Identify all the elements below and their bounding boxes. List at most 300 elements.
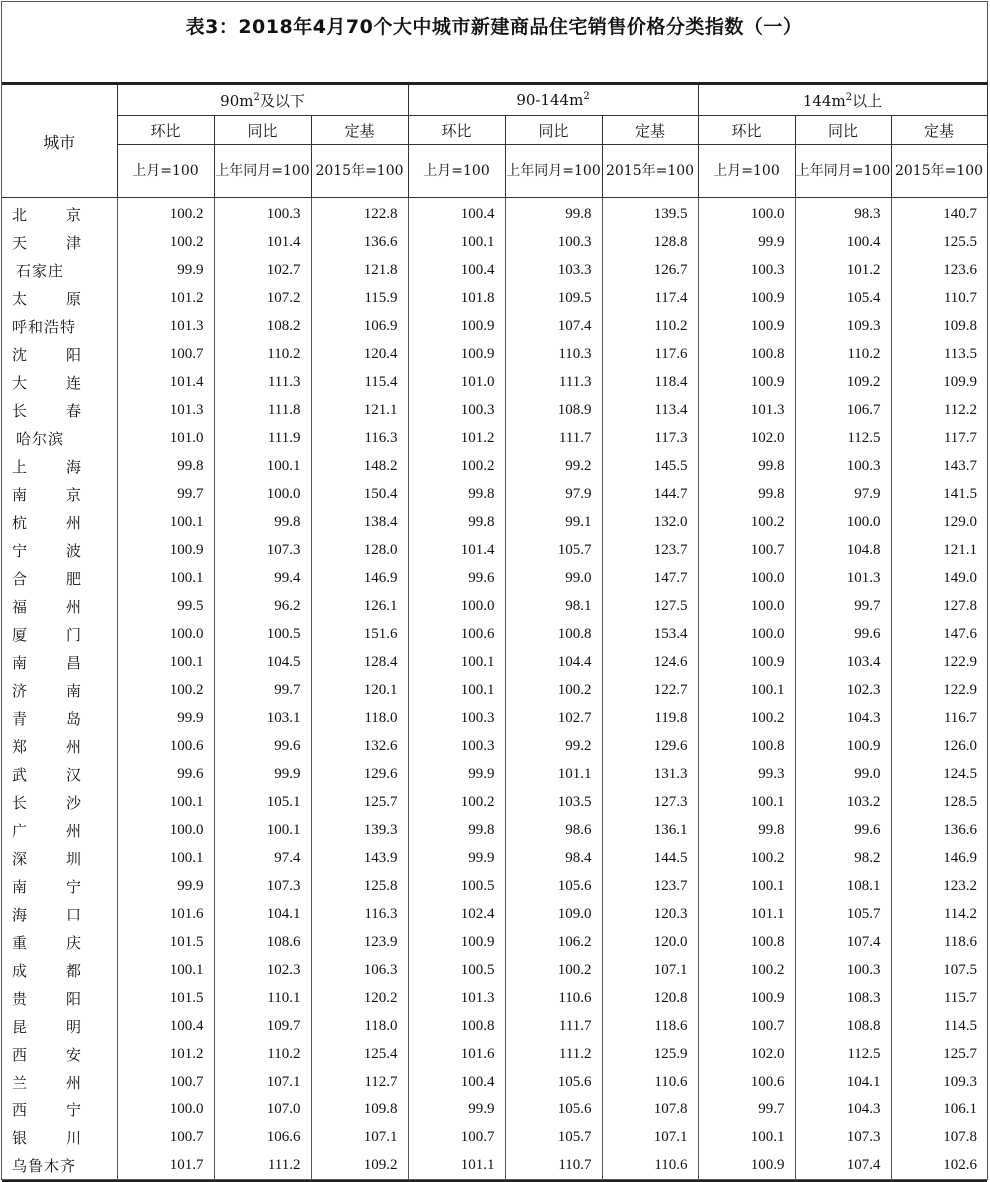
index-value-cell: 125.4	[311, 1040, 408, 1068]
index-value-cell: 100.1	[698, 1124, 795, 1152]
index-value-cell: 100.1	[117, 565, 214, 593]
subheader-mom: 环比	[117, 116, 214, 145]
city-name-char: 昆	[12, 1017, 29, 1036]
index-value-cell: 136.6	[891, 816, 987, 844]
table-row	[2, 788, 987, 816]
subheader-fixed: 定基	[602, 116, 698, 145]
index-value-cell: 101.4	[408, 537, 505, 565]
city-name	[12, 820, 82, 841]
city-name	[12, 680, 82, 701]
index-value-cell: 101.6	[408, 1040, 505, 1068]
index-value-cell: 121.1	[891, 537, 987, 565]
city-cell	[2, 704, 117, 732]
index-value-cell: 100.9	[117, 537, 214, 565]
index-value-cell: 99.9	[214, 760, 311, 788]
index-value-cell: 118.4	[602, 369, 698, 397]
city-cell	[2, 900, 117, 928]
index-value-cell: 99.8	[698, 816, 795, 844]
index-value-cell: 101.4	[117, 369, 214, 397]
table-row	[2, 900, 987, 928]
index-value-cell: 139.5	[602, 198, 698, 229]
table-row	[2, 732, 987, 760]
city-cell	[2, 229, 117, 257]
city-name-char: 济	[12, 681, 29, 700]
index-value-cell: 100.1	[214, 453, 311, 481]
index-value-cell: 122.7	[602, 676, 698, 704]
base-label-fixed: 2015年=100	[602, 145, 698, 198]
index-value-cell: 100.1	[408, 649, 505, 677]
index-value-cell: 100.9	[408, 313, 505, 341]
index-value-cell: 100.1	[698, 676, 795, 704]
index-value-cell: 100.6	[698, 1068, 795, 1096]
index-value-cell: 105.6	[505, 1068, 602, 1096]
city-name-char: 京	[65, 206, 82, 225]
city-name-char: 南	[12, 486, 29, 505]
index-value-cell: 124.6	[602, 649, 698, 677]
index-value-cell: 100.9	[698, 285, 795, 313]
index-value-cell: 109.5	[505, 285, 602, 313]
city-cell	[2, 788, 117, 816]
table-body	[2, 198, 987, 1181]
index-value-cell: 143.7	[891, 453, 987, 481]
index-value-cell: 107.0	[214, 1096, 311, 1124]
index-value-cell: 98.6	[505, 816, 602, 844]
index-value-cell: 122.9	[891, 649, 987, 677]
index-value-cell: 115.4	[311, 369, 408, 397]
index-value-cell: 99.4	[214, 565, 311, 593]
index-value-cell: 109.8	[891, 313, 987, 341]
city-name-char: 津	[65, 234, 82, 253]
index-value-cell: 114.5	[891, 1012, 987, 1040]
city-name-char: 京	[65, 486, 82, 505]
city-name	[12, 596, 82, 617]
city-cell	[2, 198, 117, 229]
index-value-cell: 100.2	[408, 788, 505, 816]
index-value-cell: 112.7	[311, 1068, 408, 1096]
index-value-cell: 104.8	[795, 537, 891, 565]
index-value-cell: 99.7	[698, 1096, 795, 1124]
city-name	[12, 932, 82, 953]
index-value-cell: 101.6	[117, 900, 214, 928]
city-name-char: 口	[65, 905, 82, 924]
index-value-cell: 108.2	[214, 313, 311, 341]
index-value-cell: 100.3	[214, 198, 311, 229]
index-value-cell: 102.7	[505, 704, 602, 732]
index-value-cell: 99.8	[117, 453, 214, 481]
index-value-cell: 105.7	[505, 1124, 602, 1152]
index-value-cell: 107.1	[214, 1068, 311, 1096]
index-value-cell: 101.8	[408, 285, 505, 313]
index-value-cell: 101.1	[698, 900, 795, 928]
index-value-cell: 100.3	[795, 956, 891, 984]
city-name-char: 青	[12, 709, 29, 728]
city-name	[12, 568, 82, 589]
index-value-cell: 99.8	[408, 509, 505, 537]
index-value-cell: 139.3	[311, 816, 408, 844]
index-value-cell: 100.2	[698, 956, 795, 984]
index-value-cell: 120.4	[311, 341, 408, 369]
table-row	[2, 872, 987, 900]
city-name	[12, 848, 82, 869]
table-row	[2, 1068, 987, 1096]
index-value-cell: 100.1	[408, 676, 505, 704]
index-value-cell: 99.9	[408, 1096, 505, 1124]
city-cell	[2, 844, 117, 872]
index-value-cell: 125.9	[602, 1040, 698, 1068]
index-value-cell: 100.0	[117, 816, 214, 844]
base-label-yoy: 上年同月=100	[505, 145, 602, 198]
table-row	[2, 1012, 987, 1040]
index-value-cell: 126.1	[311, 593, 408, 621]
index-value-cell: 117.6	[602, 341, 698, 369]
index-value-cell: 111.9	[214, 425, 311, 453]
index-value-cell: 100.0	[698, 621, 795, 649]
index-value-cell: 109.0	[505, 900, 602, 928]
index-value-cell: 101.2	[795, 257, 891, 285]
city-cell	[2, 509, 117, 537]
city-name	[12, 1099, 82, 1120]
index-value-cell: 116.3	[311, 425, 408, 453]
city-name: 呼和浩特	[12, 318, 77, 337]
index-value-cell: 119.8	[602, 704, 698, 732]
city-name-char: 岛	[65, 709, 82, 728]
index-value-cell: 101.1	[505, 760, 602, 788]
index-value-cell: 103.1	[214, 704, 311, 732]
index-value-cell: 105.7	[505, 537, 602, 565]
city-name-char: 太	[12, 290, 29, 309]
city-name	[12, 652, 82, 673]
index-value-cell: 143.9	[311, 844, 408, 872]
index-value-cell: 100.6	[117, 732, 214, 760]
index-value-cell: 104.3	[795, 704, 891, 732]
base-label-fixed: 2015年=100	[311, 145, 408, 198]
table-row	[2, 676, 987, 704]
city-name-char: 安	[65, 1045, 82, 1064]
index-value-cell: 109.7	[214, 1012, 311, 1040]
index-value-cell: 103.2	[795, 788, 891, 816]
city-name-char: 宁	[65, 877, 82, 896]
base-row	[2, 145, 987, 198]
index-value-cell: 120.2	[311, 984, 408, 1012]
table-row	[2, 285, 987, 313]
index-value-cell: 99.8	[698, 453, 795, 481]
price-index-table	[2, 82, 988, 1182]
index-value-cell: 99.3	[698, 760, 795, 788]
table-row	[2, 565, 987, 593]
city-name-char: 南	[12, 653, 29, 672]
city-name-char: 南	[12, 877, 29, 896]
index-value-cell: 100.1	[214, 816, 311, 844]
index-value-cell: 106.7	[795, 397, 891, 425]
index-value-cell: 114.2	[891, 900, 987, 928]
group-header-medium: $90-144m^2$	[408, 84, 698, 116]
index-value-cell: 106.2	[505, 928, 602, 956]
index-value-cell: 109.3	[891, 1068, 987, 1096]
city-name	[12, 764, 82, 785]
city-name-char: 成	[12, 961, 29, 980]
index-value-cell: 105.6	[505, 1096, 602, 1124]
city-name-char: 肥	[65, 570, 82, 589]
index-value-cell: 99.9	[408, 760, 505, 788]
city-name: 哈尔滨	[16, 430, 65, 449]
city-cell	[2, 565, 117, 593]
table-row	[2, 369, 987, 397]
city-name-char: 长	[12, 793, 29, 812]
index-value-cell: 109.9	[891, 369, 987, 397]
city-name-char: 门	[65, 626, 82, 645]
city-name-char: 汉	[65, 765, 82, 784]
index-value-cell: 144.7	[602, 481, 698, 509]
index-value-cell: 113.4	[602, 397, 698, 425]
index-value-cell: 113.5	[891, 341, 987, 369]
index-value-cell: 117.4	[602, 285, 698, 313]
city-name: 乌鲁木齐	[12, 1157, 77, 1176]
city-cell	[2, 1040, 117, 1068]
city-name-char: 南	[65, 681, 82, 700]
subheader-fixed: 定基	[891, 116, 987, 145]
index-value-cell: 99.6	[117, 760, 214, 788]
index-value-cell: 138.4	[311, 509, 408, 537]
index-value-cell: 107.4	[795, 928, 891, 956]
table-row	[2, 1152, 987, 1181]
city-name	[12, 540, 82, 561]
index-value-cell: 123.7	[602, 872, 698, 900]
index-value-cell: 100.7	[117, 1068, 214, 1096]
city-name	[12, 1016, 82, 1037]
city-name-char: 州	[65, 821, 82, 840]
index-value-cell: 102.4	[408, 900, 505, 928]
city-name-char: 深	[12, 849, 29, 868]
city-cell	[2, 872, 117, 900]
index-value-cell: 100.8	[408, 1012, 505, 1040]
index-value-cell: 100.1	[117, 649, 214, 677]
index-value-cell: 117.3	[602, 425, 698, 453]
index-value-cell: 110.2	[602, 313, 698, 341]
index-value-cell: 118.6	[602, 1012, 698, 1040]
index-value-cell: 108.3	[795, 984, 891, 1012]
index-value-cell: 151.6	[311, 621, 408, 649]
index-value-cell: 102.0	[698, 425, 795, 453]
index-value-cell: 115.9	[311, 285, 408, 313]
city-name-char: 昌	[65, 653, 82, 672]
index-value-cell: 100.3	[408, 732, 505, 760]
city-cell	[2, 369, 117, 397]
subheader-yoy: 同比	[795, 116, 891, 145]
index-value-cell: 110.2	[214, 341, 311, 369]
city-name	[12, 372, 82, 393]
index-value-cell: 126.0	[891, 732, 987, 760]
index-value-cell: 127.5	[602, 593, 698, 621]
index-value-cell: 100.9	[698, 369, 795, 397]
index-value-cell: 106.3	[311, 956, 408, 984]
city-cell	[2, 676, 117, 704]
index-value-cell: 127.3	[602, 788, 698, 816]
city-name	[12, 400, 82, 421]
index-value-cell: 100.7	[117, 341, 214, 369]
index-value-cell: 136.1	[602, 816, 698, 844]
index-value-cell: 96.2	[214, 593, 311, 621]
index-value-cell: 100.1	[698, 788, 795, 816]
index-value-cell: 100.2	[117, 676, 214, 704]
index-value-cell: 100.4	[408, 1068, 505, 1096]
city-cell	[2, 621, 117, 649]
index-value-cell: 112.5	[795, 1040, 891, 1068]
index-value-cell: 100.8	[505, 621, 602, 649]
index-value-cell: 122.9	[891, 676, 987, 704]
index-value-cell: 100.7	[117, 1124, 214, 1152]
index-value-cell: 99.9	[408, 844, 505, 872]
index-value-cell: 100.3	[408, 397, 505, 425]
index-value-cell: 100.6	[408, 621, 505, 649]
index-value-cell: 103.3	[505, 257, 602, 285]
index-value-cell: 100.9	[408, 928, 505, 956]
index-value-cell: 105.4	[795, 285, 891, 313]
index-value-cell: 99.9	[698, 229, 795, 257]
index-value-cell: 99.7	[795, 593, 891, 621]
index-value-cell: 108.6	[214, 928, 311, 956]
city-name	[12, 1044, 82, 1065]
index-value-cell: 150.4	[311, 481, 408, 509]
index-value-cell: 107.8	[891, 1124, 987, 1152]
table-row	[2, 397, 987, 425]
base-label-mom: 上月=100	[698, 145, 795, 198]
index-value-cell: 125.8	[311, 872, 408, 900]
index-value-cell: 100.1	[117, 509, 214, 537]
index-value-cell: 99.6	[795, 621, 891, 649]
city-name-char: 上	[12, 458, 29, 477]
index-value-cell: 131.3	[602, 760, 698, 788]
index-value-cell: 106.9	[311, 313, 408, 341]
city-name-char: 都	[65, 961, 82, 980]
index-value-cell: 109.2	[795, 369, 891, 397]
index-value-cell: 100.0	[698, 198, 795, 229]
index-value-cell: 100.3	[505, 229, 602, 257]
city-name	[12, 708, 82, 729]
index-value-cell: 105.1	[214, 788, 311, 816]
table-row	[2, 704, 987, 732]
city-name	[12, 204, 82, 225]
index-value-cell: 99.2	[505, 453, 602, 481]
index-value-cell: 120.1	[311, 676, 408, 704]
index-value-cell: 100.5	[408, 956, 505, 984]
index-value-cell: 104.5	[214, 649, 311, 677]
index-value-cell: 118.0	[311, 704, 408, 732]
index-value-cell: 110.7	[891, 285, 987, 313]
index-value-cell: 100.7	[698, 537, 795, 565]
city-cell	[2, 481, 117, 509]
city-name	[12, 988, 82, 1009]
index-value-cell: 107.3	[795, 1124, 891, 1152]
table-row	[2, 341, 987, 369]
city-name-char: 沈	[12, 346, 29, 365]
index-value-cell: 100.2	[505, 676, 602, 704]
index-value-cell: 101.5	[117, 928, 214, 956]
index-value-cell: 125.7	[311, 788, 408, 816]
base-label-yoy: 上年同月=100	[214, 145, 311, 198]
index-value-cell: 98.2	[795, 844, 891, 872]
index-value-cell: 145.5	[602, 453, 698, 481]
index-value-cell: 100.8	[698, 732, 795, 760]
city-name-char: 原	[65, 290, 82, 309]
table-title: 表3：2018年4月70个大中城市新建商品住宅销售价格分类指数（一）	[185, 16, 803, 38]
index-value-cell: 101.0	[117, 425, 214, 453]
index-value-cell: 100.1	[408, 229, 505, 257]
index-value-cell: 127.8	[891, 593, 987, 621]
index-value-cell: 129.0	[891, 509, 987, 537]
table-row	[2, 425, 987, 453]
index-value-cell: 99.2	[505, 732, 602, 760]
index-value-cell: 148.2	[311, 453, 408, 481]
index-value-cell: 128.5	[891, 788, 987, 816]
index-value-cell: 100.4	[408, 257, 505, 285]
index-value-cell: 126.7	[602, 257, 698, 285]
index-value-cell: 100.4	[795, 229, 891, 257]
index-value-cell: 101.3	[698, 397, 795, 425]
table-row	[2, 621, 987, 649]
index-value-cell: 105.7	[795, 900, 891, 928]
city-name-char: 兰	[12, 1073, 29, 1092]
index-value-cell: 112.2	[891, 397, 987, 425]
index-value-cell: 108.1	[795, 872, 891, 900]
index-value-cell: 101.3	[117, 313, 214, 341]
city-name-char: 广	[12, 821, 29, 840]
index-value-cell: 99.0	[505, 565, 602, 593]
index-value-cell: 99.9	[117, 257, 214, 285]
city-name-char: 郑	[12, 737, 29, 756]
index-value-cell: 136.6	[311, 229, 408, 257]
subheader-yoy: 同比	[505, 116, 602, 145]
city-cell	[2, 593, 117, 621]
index-value-cell: 129.6	[311, 760, 408, 788]
index-value-cell: 108.8	[795, 1012, 891, 1040]
index-value-cell: 100.1	[117, 956, 214, 984]
index-value-cell: 100.7	[698, 1012, 795, 1040]
table-row	[2, 481, 987, 509]
index-value-cell: 117.7	[891, 425, 987, 453]
index-value-cell: 107.1	[602, 956, 698, 984]
table-row	[2, 760, 987, 788]
subheader-mom: 环比	[698, 116, 795, 145]
city-cell	[2, 313, 117, 341]
index-value-cell: 122.8	[311, 198, 408, 229]
city-name	[12, 792, 82, 813]
table-row	[2, 593, 987, 621]
index-value-cell: 121.1	[311, 397, 408, 425]
index-value-cell: 99.8	[408, 816, 505, 844]
index-value-cell: 100.7	[408, 1124, 505, 1152]
index-value-cell: 100.2	[408, 453, 505, 481]
index-value-cell: 104.1	[795, 1068, 891, 1096]
city-cell	[2, 397, 117, 425]
city-name-char: 长	[12, 402, 29, 421]
index-value-cell: 111.7	[505, 425, 602, 453]
index-value-cell: 100.4	[408, 198, 505, 229]
table-row	[2, 1096, 987, 1124]
city-column-header: 城市	[2, 84, 117, 198]
city-cell	[2, 984, 117, 1012]
city-cell	[2, 1096, 117, 1124]
index-value-cell: 102.7	[214, 257, 311, 285]
city-name	[12, 624, 82, 645]
city-name-char: 川	[65, 1129, 82, 1148]
index-value-cell: 100.2	[698, 844, 795, 872]
index-value-cell: 107.4	[505, 313, 602, 341]
index-value-cell: 111.3	[505, 369, 602, 397]
index-value-cell: 104.3	[795, 1096, 891, 1124]
city-name-char: 宁	[65, 1101, 82, 1120]
index-value-cell: 147.6	[891, 621, 987, 649]
city-name-char: 州	[65, 1073, 82, 1092]
